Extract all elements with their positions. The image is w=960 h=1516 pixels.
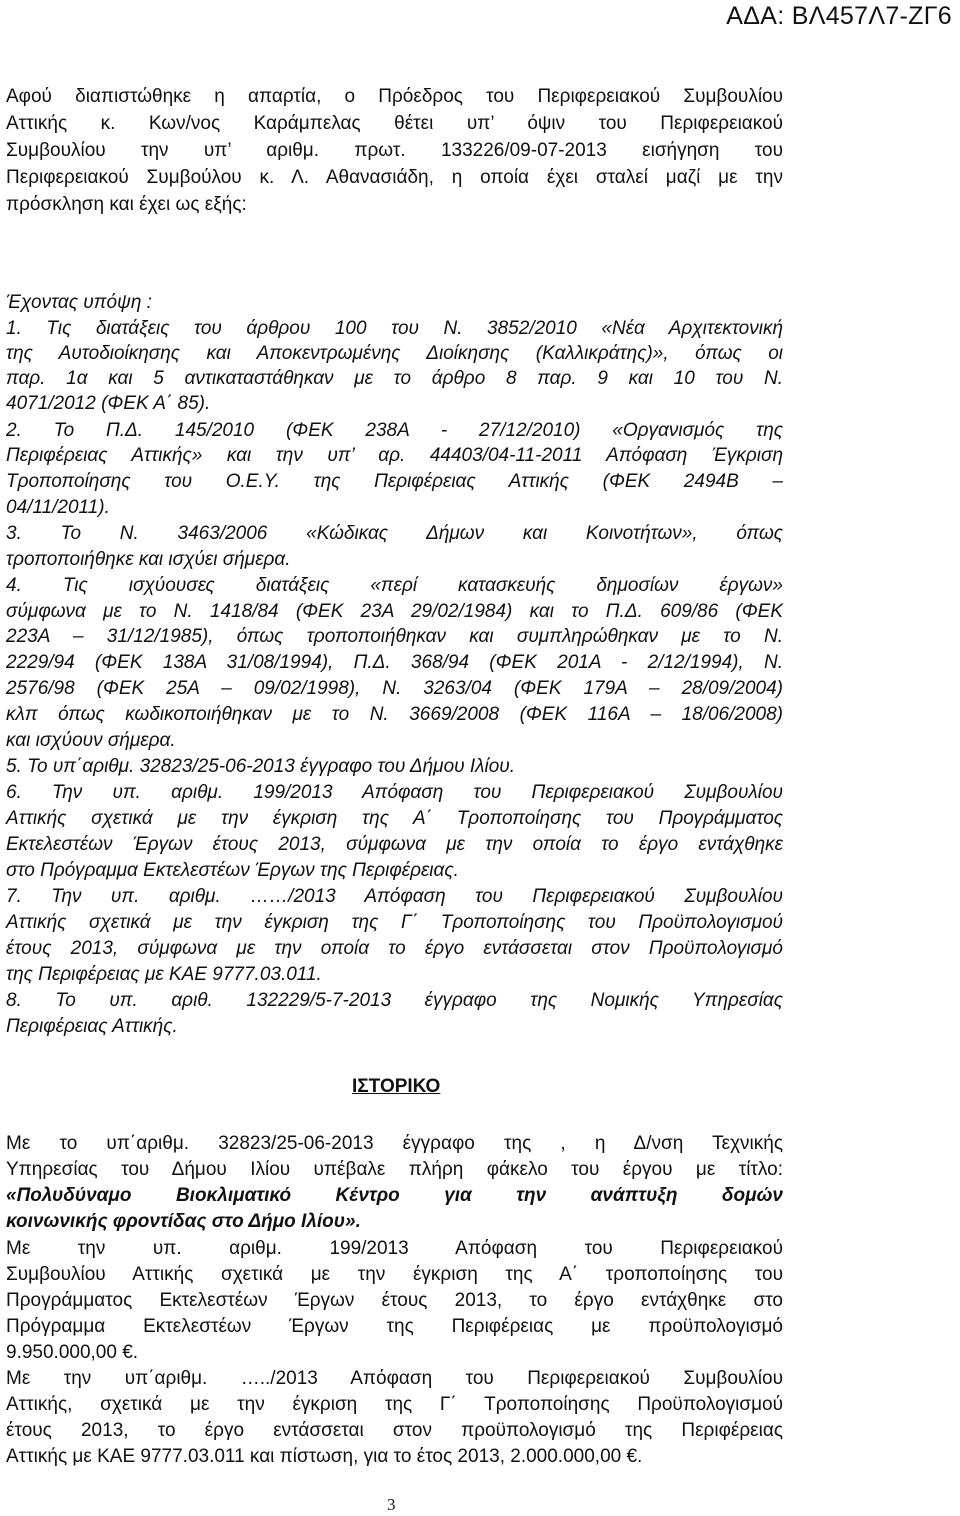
considering-line: της Αυτοδιοίκησης και Αποκεντρωμένης Διοίκησης (Καλλικράτης)», όπως οι bbox=[6, 343, 783, 364]
history-title: ΙΣΤΟΡΙΚΟ bbox=[352, 1076, 441, 1097]
considering-line: Αττικής σχετικά με την έγκριση της Α΄ Τροποποίησης του Προγράμματος bbox=[6, 808, 783, 829]
considering-line: 5. Το υπ΄αριθμ. 32823/25-06-2013 έγγραφο του Δήμου Ιλίου. bbox=[6, 756, 516, 777]
page-number: 3 bbox=[387, 1495, 396, 1514]
considering-line: Περιφέρειας Αττικής. bbox=[6, 1016, 178, 1037]
considering-line: 04/11/2011). bbox=[6, 497, 110, 518]
considering-line: σύμφωνα με το Ν. 1418/84 (ΦΕΚ 23Α 29/02/1984) και το Π.Δ. 609/86 (ΦΕΚ bbox=[6, 601, 783, 622]
history-line: 9.950.000,00 €. bbox=[6, 1342, 139, 1363]
considering-heading: Έχοντας υπόψη : bbox=[6, 292, 152, 313]
considering-line: 7. Την υπ. αριθμ. ……/2013 Απόφαση του Περιφερειακού Συμβουλίου bbox=[6, 886, 783, 907]
considering-line: 8. Το υπ. αριθ. 132229/5-7-2013 έγγραφο της Νομικής Υπηρεσίας bbox=[6, 990, 783, 1011]
considering-line: 2576/98 (ΦΕΚ 25Α – 09/02/1998), Ν. 3263/04 (ΦΕΚ 179Α – 28/09/2004) bbox=[6, 678, 783, 699]
considering-line: 2. Το Π.Δ. 145/2010 (ΦΕΚ 238Α - 27/12/2010) «Οργανισμός της bbox=[6, 420, 783, 441]
intro-line: Περιφερειακού Συμβούλου κ. Λ. Αθανασιάδη, η οποία έχει σταλεί μαζί με την bbox=[6, 167, 783, 188]
ada-code-header: ΑΔΑ: ΒΛ457Λ7-ΖΓ6 bbox=[726, 2, 952, 30]
intro-line: πρόσκληση και έχει ως εξής: bbox=[6, 194, 247, 215]
history-line: Αττικής με ΚΑΕ 9777.03.011 και πίστωση, για το έτος 2013, 2.000.000,00 €. bbox=[6, 1446, 643, 1467]
considering-line: έτους 2013, σύμφωνα με την οποία το έργο εντάσσεται στον Προϋπολογισμό bbox=[6, 938, 783, 959]
considering-line: 2229/94 (ΦΕΚ 138Α 31/08/1994), Π.Δ. 368/94 (ΦΕΚ 201Α - 2/12/1994), Ν. bbox=[6, 652, 783, 673]
considering-line: κλπ όπως κωδικοποιήθηκαν με το Ν. 3669/2008 (ΦΕΚ 116Α – 18/06/2008) bbox=[6, 704, 783, 725]
history-line: έτους 2013, το έργο εντάσσεται στον προϋπολογισμό της Περιφέρειας bbox=[6, 1420, 783, 1441]
considering-line: Περιφέρειας Αττικής» και την υπ’ αρ. 44403/04-11-2011 Απόφαση Έγκριση bbox=[6, 445, 783, 466]
considering-line: 1. Τις διατάξεις του άρθρου 100 του Ν. 3852/2010 «Νέα Αρχιτεκτονική bbox=[6, 318, 783, 339]
project-title-line: κοινωνικής φροντίδας στο Δήμο Ιλίου». bbox=[6, 1211, 361, 1232]
considering-line: 4071/2012 (ΦΕΚ Α΄ 85). bbox=[6, 393, 211, 414]
considering-line: της Περιφέρειας με ΚΑΕ 9777.03.011. bbox=[6, 964, 322, 985]
history-line: Προγράμματος Εκτελεστέων Έργων έτους 2013, το έργο εντάχθηκε στο bbox=[6, 1290, 783, 1311]
considering-line: στο Πρόγραμμα Εκτελεστέων Έργων της Περιφέρειας. bbox=[6, 860, 459, 881]
intro-line: Αττικής κ. Κων/νος Καράμπελας θέτει υπ’ όψιν του Περιφερειακού bbox=[6, 113, 783, 134]
considering-line: παρ. 1α και 5 αντικαταστάθηκαν με το άρθρο 8 παρ. 9 και 10 του Ν. bbox=[6, 368, 783, 389]
considering-line: Τροποποίησης του Ο.Ε.Υ. της Περιφέρειας Αττικής (ΦΕΚ 2494Β – bbox=[6, 471, 783, 492]
considering-line: Αττικής σχετικά με την έγκριση της Γ΄ Τροποποίησης του Προϋπολογισμού bbox=[6, 912, 783, 933]
considering-line: 223Α – 31/12/1985), όπως τροποποιήθηκαν και συμπληρώθηκαν με το Ν. bbox=[6, 626, 783, 647]
history-line: Με την υπ. αριθμ. 199/2013 Απόφαση του Περιφερειακού bbox=[6, 1238, 783, 1259]
history-line: Πρόγραμμα Εκτελεστέων Έργων της Περιφέρειας με προϋπολογισμό bbox=[6, 1316, 783, 1337]
project-title-line: «Πολυδύναμο Βιοκλιματικό Κέντρο για την ανάπτυξη δομών bbox=[6, 1185, 783, 1206]
considering-line: Εκτελεστέων Έργων έτους 2013, σύμφωνα με την οποία το έργο εντάχθηκε bbox=[6, 834, 783, 855]
history-line: Με το υπ΄αριθμ. 32823/25-06-2013 έγγραφο της , η Δ/νση Τεχνικής bbox=[6, 1133, 783, 1154]
history-line: Συμβουλίου Αττικής σχετικά με την έγκριση της Α΄ τροποποίησης του bbox=[6, 1264, 783, 1285]
considering-line: τροποποιήθηκε και ισχύει σήμερα. bbox=[6, 549, 291, 570]
history-line: Αττικής, σχετικά με την έγκριση της Γ΄ Τροποποίησης Προϋπολογισμού bbox=[6, 1394, 783, 1415]
considering-line: 4. Τις ισχύουσες διατάξεις «περί κατασκευής δημοσίων έργων» bbox=[6, 575, 783, 596]
considering-line: 6. Την υπ. αριθμ. 199/2013 Απόφαση του Περιφερειακού Συμβουλίου bbox=[6, 782, 783, 803]
history-line: Υπηρεσίας του Δήμου Ιλίου υπέβαλε πλήρη φάκελο του έργου με τίτλο: bbox=[6, 1159, 783, 1180]
considering-line: 3. Το Ν. 3463/2006 «Κώδικας Δήμων και Κοινοτήτων», όπως bbox=[6, 523, 783, 544]
intro-line: Αφού διαπιστώθηκε η απαρτία, ο Πρόεδρος του Περιφερειακού Συμβουλίου bbox=[6, 86, 783, 107]
intro-line: Συμβουλίου την υπ’ αριθμ. πρωτ. 133226/09-07-2013 εισήγηση του bbox=[6, 140, 783, 161]
considering-line: και ισχύουν σήμερα. bbox=[6, 730, 176, 751]
history-line: Με την υπ΄αριθμ. …../2013 Απόφαση του Περιφερειακού Συμβουλίου bbox=[6, 1368, 783, 1389]
